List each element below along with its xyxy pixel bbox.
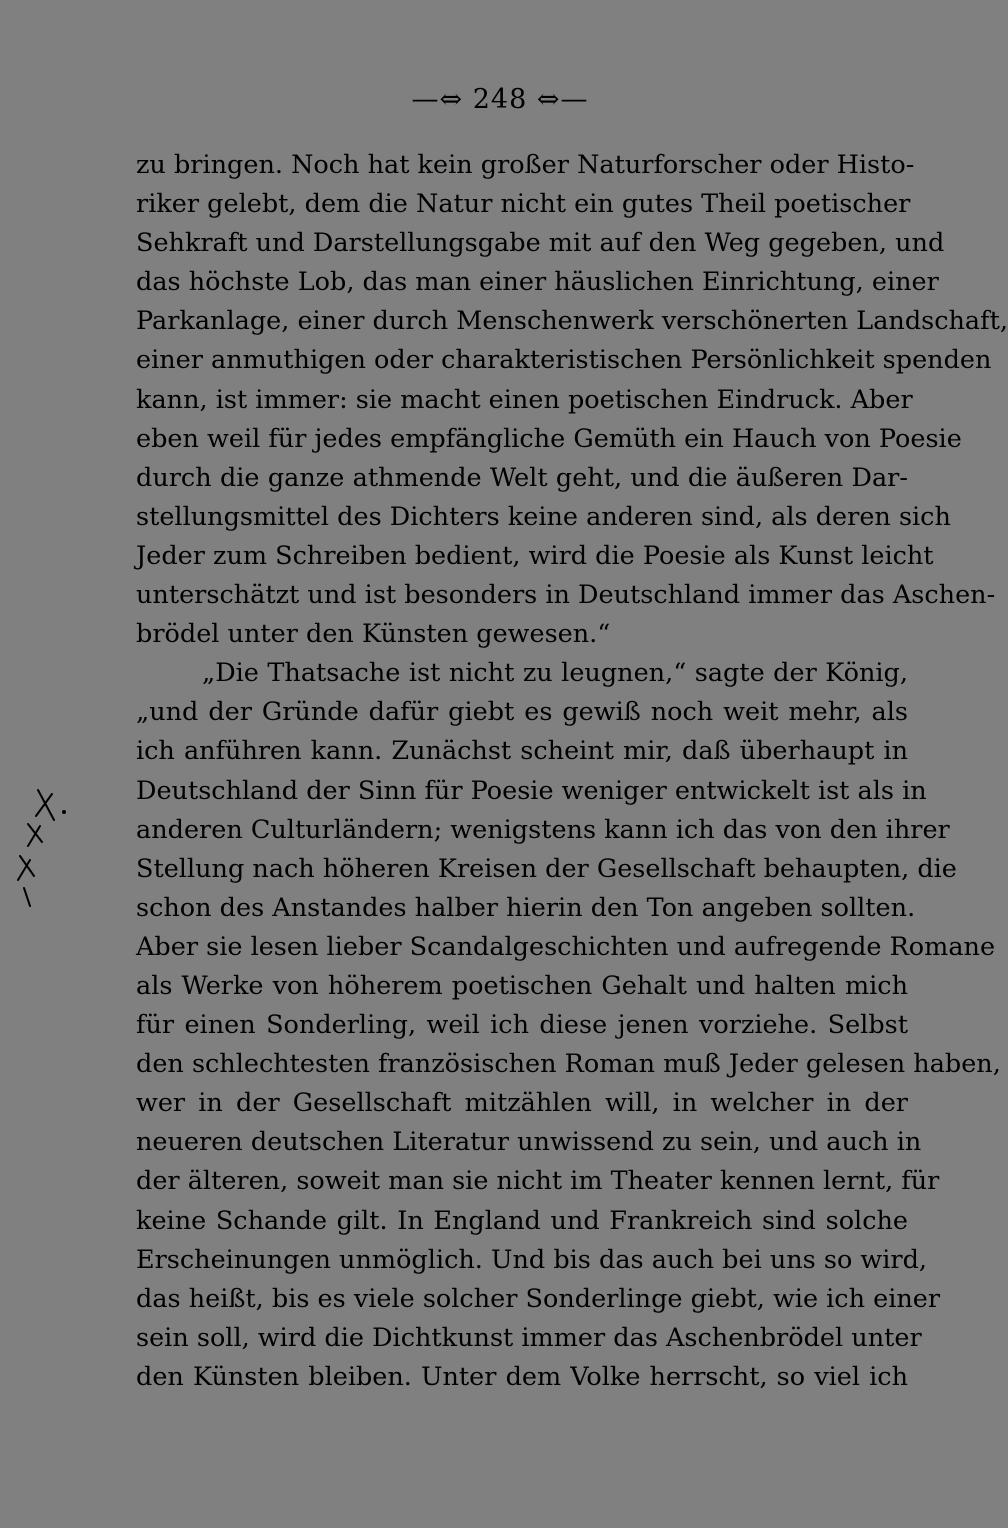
text-line: den Künsten bleiben. Unter dem Volke herrscht, so viel ich: [136, 1361, 908, 1392]
text-line: Deutschland der Sinn für Poesie weniger entwickelt ist als in: [136, 775, 927, 806]
text-line: der älteren, soweit man sie nicht im Theater kennen lernt, für: [136, 1166, 940, 1197]
text-line: zu bringen. Noch hat kein großer Naturforscher oder Histo-: [136, 150, 915, 180]
body-text: [136, 146, 1008, 1397]
text-line: keine Schande gilt. In England und Frankreich sind solche: [136, 1205, 908, 1236]
text-line: Stellung nach höheren Kreisen der Gesellschaft behaupten, die: [136, 853, 957, 884]
text-line: Parkanlage, einer durch Menschenwerk verschönerten Landschaft,: [136, 306, 1008, 337]
text-line: unterschätzt und ist besonders in Deutschland immer das Aschen-: [136, 580, 996, 611]
handwritten-margin-mark: [8, 780, 68, 910]
text-line: kann, ist immer: sie macht einen poetischen Eindruck. Aber: [136, 384, 913, 415]
text-line: Jeder zum Schreiben bedient, wird die Poesie als Kunst leicht: [136, 540, 934, 571]
text-line: neueren deutschen Literatur unwissend zu sein, und auch in: [136, 1127, 922, 1158]
text-line: sein soll, wird die Dichtkunst immer das Aschenbrödel unter: [136, 1322, 922, 1353]
text-line: Erscheinungen unmöglich. Und bis das auch bei uns so wird,: [136, 1244, 928, 1275]
text-line: durch die ganze athmende Welt geht, und die äußeren Dar-: [136, 462, 908, 493]
text-line: Sehkraft und Darstellungsgabe mit auf den Weg gegeben, und: [136, 228, 945, 259]
text-line: den schlechtesten französischen Roman muß Jeder gelesen haben,: [136, 1049, 1001, 1080]
text-line: riker gelebt, dem die Natur nicht ein gutes Theil poetischer: [136, 189, 911, 220]
text-line: eben weil für jedes empfängliche Gemüth ein Hauch von Poesie: [136, 423, 962, 454]
text-line: für einen Sonderling, weil ich diese jenen vorziehe. Selbst: [136, 1010, 908, 1041]
text-line: das höchste Lob, das man einer häuslichen Einrichtung, einer: [136, 267, 939, 298]
text-line: brödel unter den Künsten gewesen.“: [136, 619, 611, 650]
text-line: Aber sie lesen lieber Scandalgeschichten und aufregende Romane: [136, 931, 996, 962]
text-line: „und der Gründe dafür giebt es gewiß noch weit mehr, als: [136, 697, 908, 728]
text-line: anderen Culturländern; wenigstens kann ich das von den ihrer: [136, 814, 950, 845]
text-line: als Werke von höherem poetischen Gehalt und halten mich: [136, 970, 908, 1001]
text-line: stellungsmittel des Dichters keine anderen sind, als deren sich: [136, 501, 951, 532]
text-line: schon des Anstandes halber hierin den Ton angeben sollten.: [136, 892, 916, 923]
text-line: wer in der Gesellschaft mitzählen will, in welcher in der: [136, 1088, 908, 1119]
text-line: ich anführen kann. Zunächst scheint mir, daß überhaupt in: [136, 736, 908, 767]
page-number-header: —⇔ 248 ⇔—: [411, 84, 589, 115]
text-line: einer anmuthigen oder charakteristischen Persönlichkeit spenden: [136, 345, 992, 376]
text-line: „Die Thatsache ist nicht zu leugnen,“ sagte der König,: [202, 658, 908, 689]
text-line: das heißt, bis es viele solcher Sonderlinge giebt, wie ich einer: [136, 1283, 941, 1314]
